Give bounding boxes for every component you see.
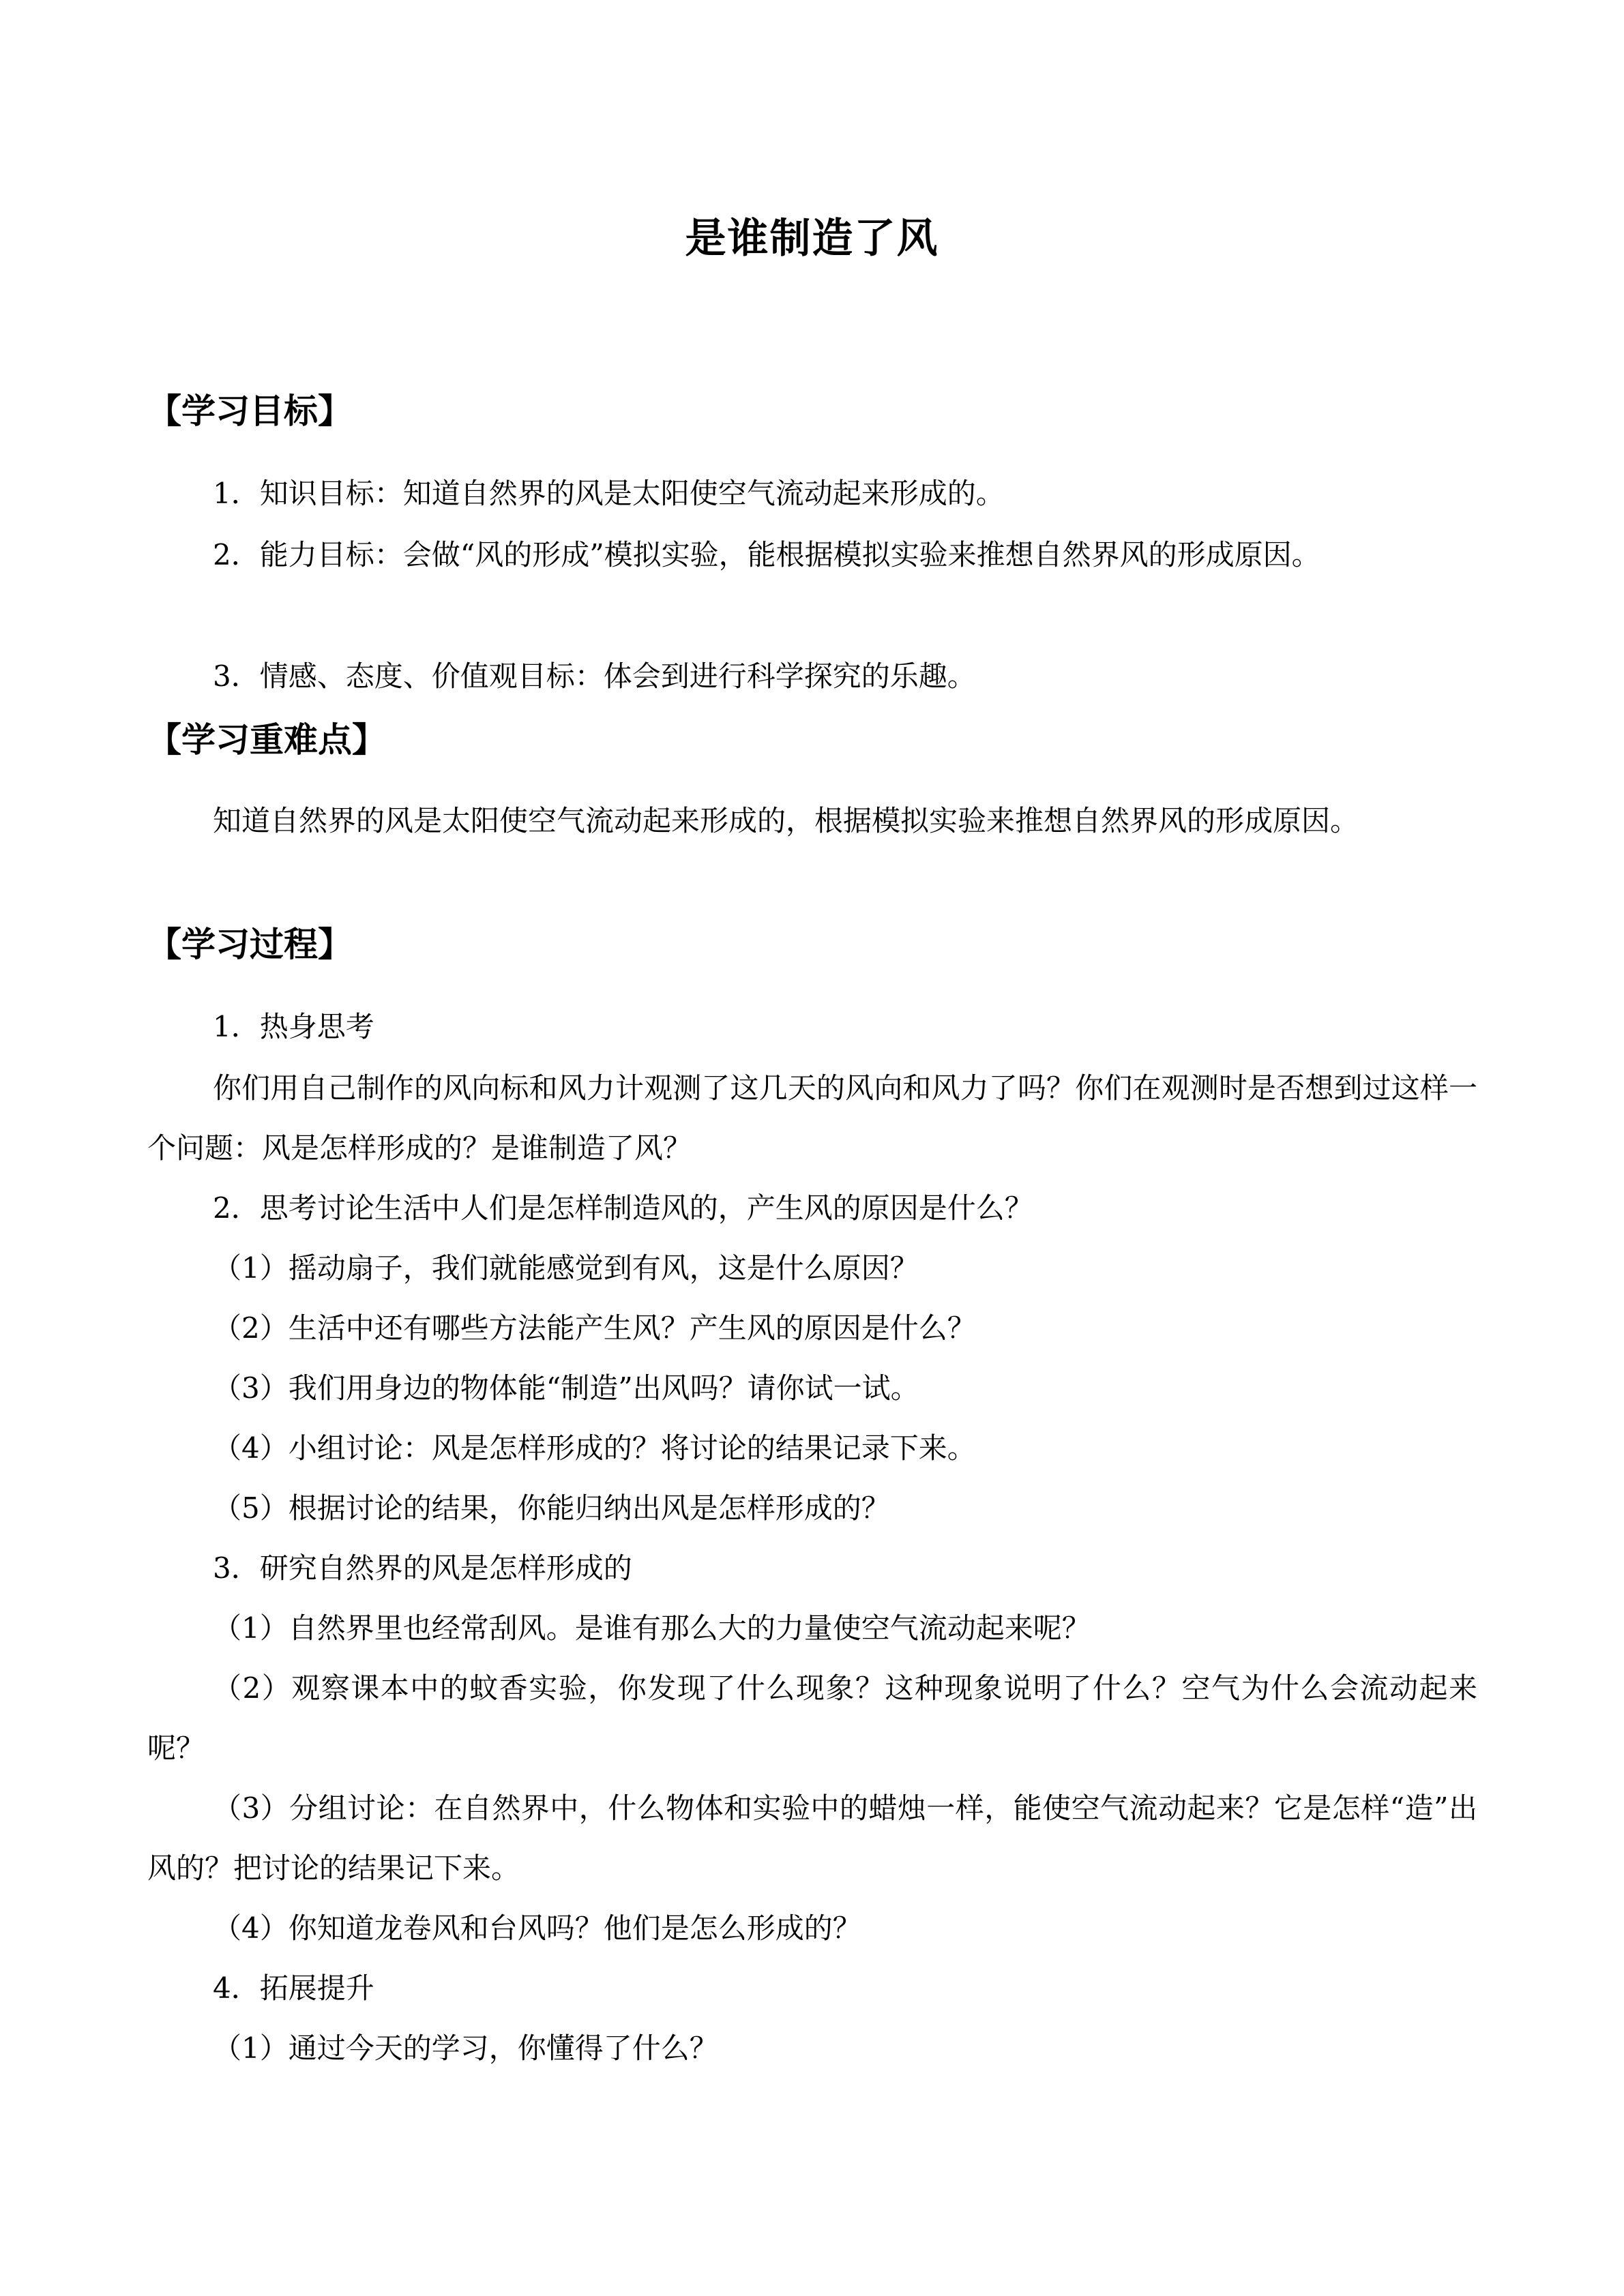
process-step-2-q1: （1）摇动扇子，我们就能感觉到有风，这是什么原因？: [213, 1251, 919, 1285]
process-step-3-q2: （2）观察课本中的蚊香实验，你发现了什么现象？这种现象说明了什么？空气为什么会流动起来呢？: [147, 1671, 1477, 1765]
process-step-2-q4: （4）小组讨论：风是怎样形成的？将讨论的结果记录下来。: [213, 1431, 976, 1465]
process-step-2: 2．思考讨论生活中人们是怎样制造风的，产生风的原因是什么？: [213, 1191, 1033, 1225]
process-step-4: 4．拓展提升: [213, 1971, 374, 2005]
section-heading-goals: 【学习目标】: [147, 391, 352, 431]
process-warmup-text: 你们用自己制作的风向标和风力计观测了这几天的风向和风力了吗？你们在观测时是否想到过这样一个问题：风是怎样形成的？是谁制造了风？: [147, 1071, 1477, 1165]
process-step-3-q4: （4）你知道龙卷风和台风吗？他们是怎么形成的？: [213, 1911, 861, 1945]
process-step-2-q5: （5）根据讨论的结果，你能归纳出风是怎样形成的？: [213, 1491, 890, 1525]
process-step-1: 1．热身思考: [213, 1010, 374, 1043]
goal-item-3: 3．情感、态度、价值观目标：体会到进行科学探究的乐趣。: [213, 659, 976, 693]
section-heading-process: 【学习过程】: [147, 925, 352, 964]
goal-item-1: 1．知识目标：知道自然界的风是太阳使空气流动起来形成的。: [213, 477, 1005, 510]
process-step-3-q3: （3）分组讨论：在自然界中，什么物体和实验中的蜡烛一样，能使空气流动起来？它是怎样“造”出风的？把讨论的结果记下来。: [147, 1791, 1477, 1885]
key-points-text: 知道自然界的风是太阳使空气流动起来形成的，根据模拟实验来推想自然界风的形成原因。: [213, 804, 1359, 837]
document-title: 是谁制造了风: [685, 215, 939, 263]
process-step-3: 3．研究自然界的风是怎样形成的: [213, 1551, 632, 1585]
section-heading-key-points: 【学习重难点】: [147, 720, 386, 760]
goal-item-2: 2．能力目标：会做“风的形成”模拟实验，能根据模拟实验来推想自然界风的形成原因。: [213, 538, 1320, 571]
process-step-3-q1: （1）自然界里也经常刮风。是谁有那么大的力量使空气流动起来呢？: [213, 1611, 1091, 1645]
process-step-2-q3: （3）我们用身边的物体能“制造”出风吗？请你试一试。: [213, 1371, 919, 1405]
process-step-4-q1: （1）通过今天的学习，你懂得了什么？: [213, 2031, 718, 2065]
process-step-2-q2: （2）生活中还有哪些方法能产生风？产生风的原因是什么？: [213, 1311, 976, 1345]
